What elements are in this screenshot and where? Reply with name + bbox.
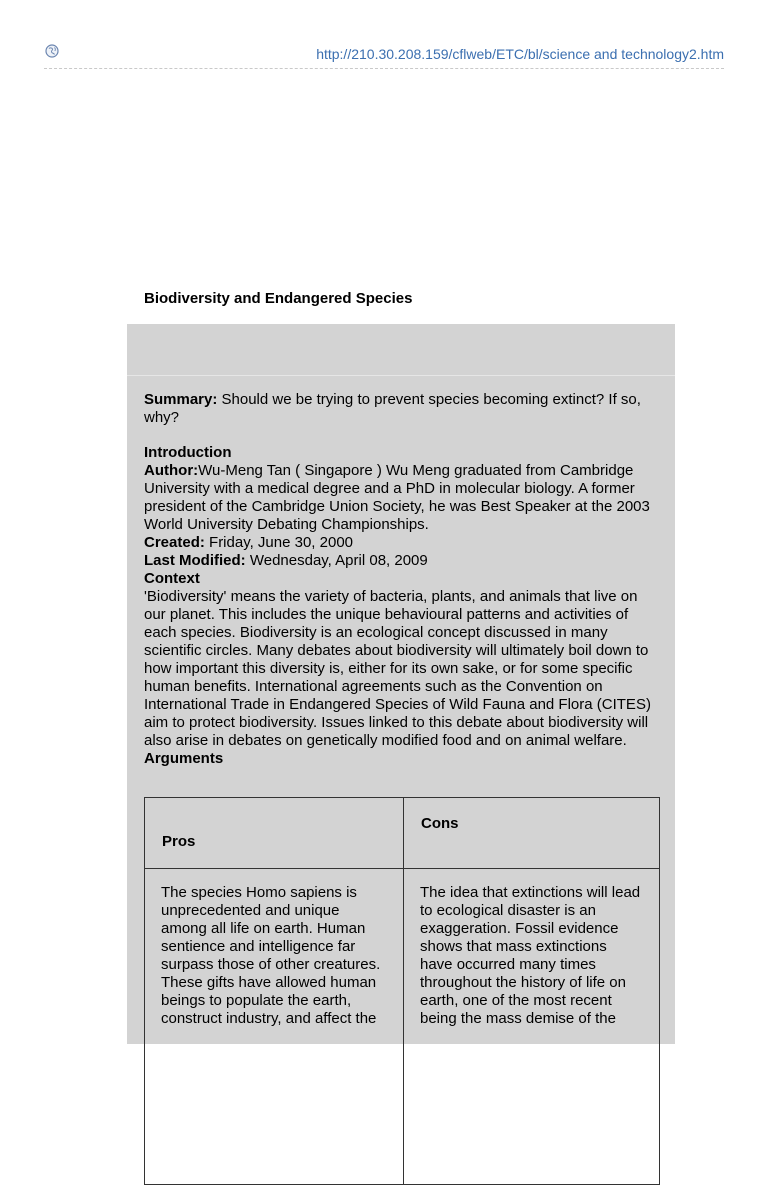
created-label: Created: xyxy=(144,534,205,551)
cons-cell: The idea that extinctions will lead to ecological disaster is an exaggeration. Fossil evidence shows that mass extinctions have occurred many times throughout the history of life on earth, one of the most recent being the mass demise of the xyxy=(404,869,660,1185)
cons-header: Cons xyxy=(421,815,459,832)
page-title: Biodiversity and Endangered Species xyxy=(144,290,413,307)
cons-header-cell xyxy=(404,798,660,869)
context-heading-text: Context xyxy=(144,570,200,587)
arguments-table xyxy=(144,797,660,1185)
page-url-link[interactable]: http://210.30.208.159/cflweb/ETC/bl/science and technology2.htm xyxy=(316,46,724,62)
created-line xyxy=(144,534,662,552)
globe-icon xyxy=(45,44,59,58)
summary-label: Summary: xyxy=(144,391,218,408)
panel-header-band xyxy=(127,324,675,376)
summary-text: Should we be trying to prevent species becoming extinct? If so, why? xyxy=(144,391,641,426)
article-content xyxy=(144,391,662,768)
pros-cell: The species Homo sapiens is unprecedented and unique among all life on earth. Human sentience and intelligence far surpass those of other creatures. These gifts have allowed human beings to populate the earth, construct industry, and affect the xyxy=(145,869,404,1185)
modified-value: Wednesday, April 08, 2009 xyxy=(245,552,428,569)
browser-url-bar xyxy=(44,40,724,69)
article-panel xyxy=(127,324,675,1044)
introduction-heading-text: Introduction xyxy=(144,444,232,461)
arguments-header-row xyxy=(145,798,660,869)
summary-paragraph xyxy=(144,391,662,427)
arguments-heading xyxy=(144,750,662,768)
modified-line xyxy=(144,552,662,570)
arguments-heading-text: Arguments xyxy=(144,750,224,767)
pros-header: Pros xyxy=(162,833,196,850)
author-text: Wu-Meng Tan ( Singapore ) Wu Meng graduated from Cambridge University with a medical degree and a PhD in molecular biology. A former president of the Cambridge Union Society, he was Best Speaker at the 2003 World University Debating Championships. xyxy=(144,462,650,533)
introduction-heading xyxy=(144,444,662,462)
modified-label: Last Modified: xyxy=(144,552,246,569)
pros-header-cell xyxy=(145,798,404,869)
arguments-body-row xyxy=(145,869,660,1185)
author-label: Author: xyxy=(144,462,199,479)
context-heading xyxy=(144,570,662,588)
author-paragraph xyxy=(144,462,662,534)
created-value: Friday, June 30, 2000 xyxy=(204,534,354,551)
context-text: 'Biodiversity' means the variety of bacteria, plants, and animals that live on our planet. This includes the unique behavioural patterns and activities of each species. Biodiversity is an ecological concept discussed in many scientific circles. Many debates about biodiversity will ultimately boil down to how important this diversity is, either for its own sake, or for some specific human benefits. International agreements such as the Convention on International Trade in Endangered Species of Wild Fauna and Flora (CITES) aim to protect biodiversity. Issues linked to this debate about biodiversity will also arise in debates on genetically modified food and on animal welfare. xyxy=(144,588,651,749)
